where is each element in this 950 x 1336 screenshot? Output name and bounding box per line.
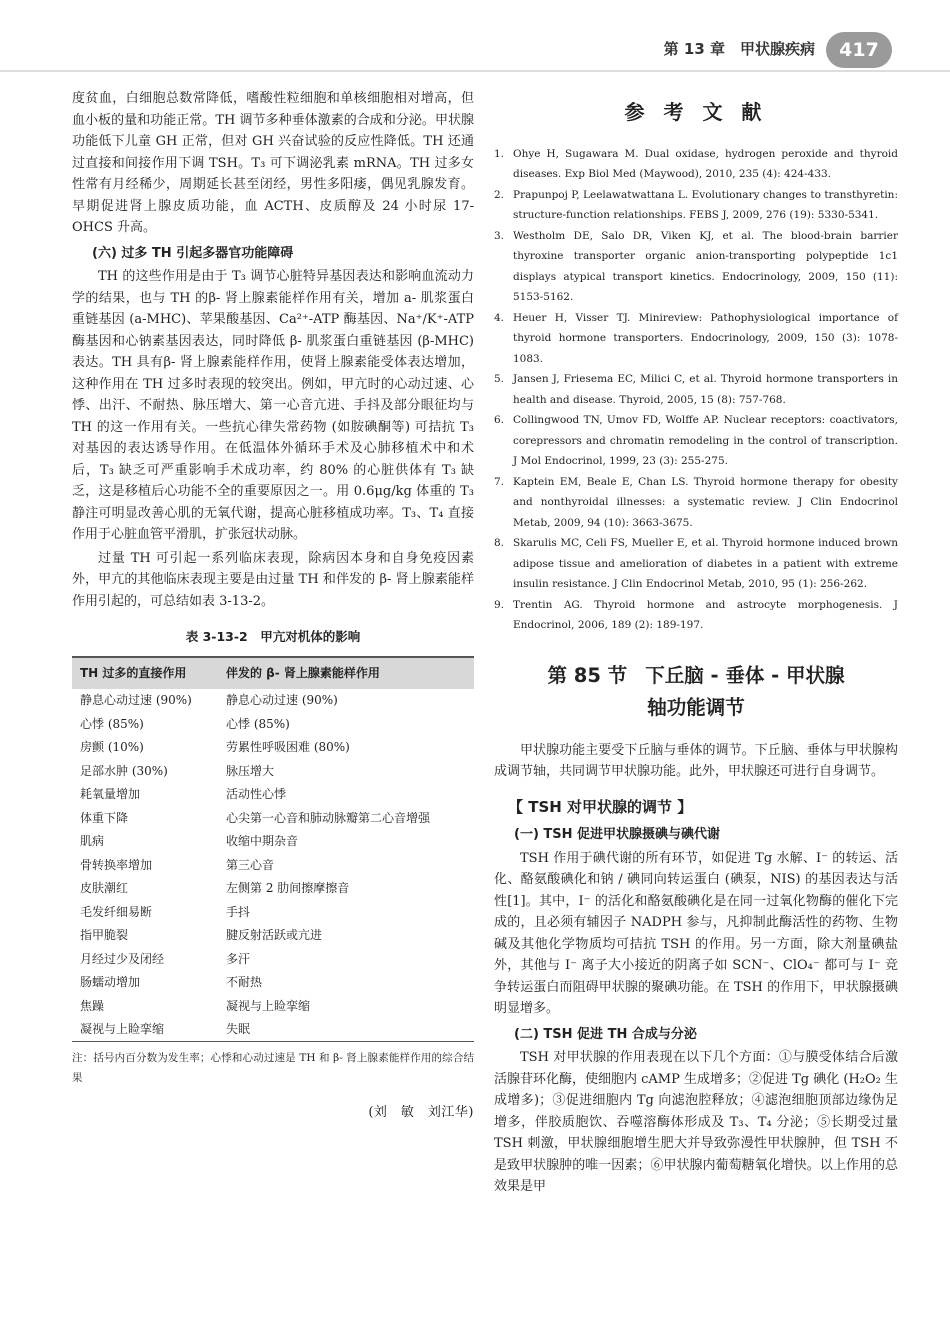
- table-cell: 脉压增大: [226, 763, 275, 778]
- table-cell: 肌病: [80, 834, 105, 848]
- table-cell: 指甲脆裂: [80, 928, 129, 942]
- reference-item: [494, 410, 898, 472]
- table-cell: 失眠: [218, 1018, 474, 1042]
- section-title-line1: [494, 660, 898, 692]
- section-title-line2: 轴功能调节: [647, 695, 745, 719]
- table-cell: 活动性心悸: [226, 787, 287, 801]
- right-column: [494, 92, 898, 1200]
- table-row: [72, 760, 474, 784]
- subheading-synthesis: (二) TSH 促进 TH 合成与分泌: [514, 1026, 697, 1042]
- reference-number: 9.: [494, 598, 505, 611]
- reference-number: 4.: [494, 311, 505, 324]
- reference-text: Heuer H, Visser TJ. Minireview: Pathophysiological importance of thyroid hormone transporters. Endocrinology, 2009, 150 (3): 1078-1083.: [513, 311, 898, 365]
- references-heading: 参 考 文 献: [624, 100, 768, 124]
- reference-text: Trentin AG. Thyroid hormone and astrocyte morphogenesis. J Endocrinol, 2006, 189 (2): 189-197.: [513, 598, 898, 631]
- reference-text: Skarulis MC, Celi FS, Mueller E, et al. Thyroid hormone induced brown adipose tissue and amelioration of diabetes in a patient with extreme insulin resistance. J Clin Endocrinol Metab, 2010, 95 (1): 256-262.: [513, 537, 898, 590]
- reference-text: Jansen J, Friesema EC, Milici C, et al. Thyroid hormone transporters in health and disease. Thyroid, 2005, 15 (8): 757-768.: [513, 373, 898, 406]
- table-caption: 表 3-13-2 甲亢对机体的影响: [185, 629, 361, 644]
- table-cell: 左侧第 2 肋间擦摩擦音: [226, 881, 350, 895]
- table-row: [72, 924, 474, 948]
- subheading-iodine: (一) TSH 促进甲状腺摄碘与碘代谢: [514, 827, 721, 842]
- table-row: [72, 971, 474, 995]
- table-cell: 心悸 (85%): [226, 716, 290, 731]
- reference-text: Collingwood TN, Umov FD, Wolffe AP. Nuclear receptors: coactivators, corepressors and chromatin remodeling in the control of transcription. J Mol Endocrinol, 1999, 23 (3): 255-275.: [513, 414, 898, 467]
- table-cell: 体重下降: [80, 810, 129, 825]
- table-cell: 肠蠕动增加: [80, 975, 141, 989]
- table-cell: 静息心动过速 (90%): [226, 693, 338, 707]
- table-cell: 毛发纤细易断: [80, 904, 153, 919]
- paragraph-synthesis: TSH 对甲状腺的作用表现在以下几个方面：①与膜受体结合后激活腺苷环化酶，使细胞内 cAMP 生成增多；②促进 Tg 碘化 (H₂O₂ 生成增多)；③促进细胞内 Tg 向滤泡腔释放；④滤泡细胞顶部边缘伪足增多，伴胶质胞饮、吞噬溶酶体形成及 T₃、T₄ 分泌；⑤长期受过量 TSH 刺激，甲状腺细胞增生肥大并导致弥漫性甲状腺肿，但 TSH 不是致甲状腺肿的唯一因素；⑥甲状腺内葡萄糖氧化增快。以上作用的总效果是甲: [494, 1050, 899, 1194]
- table-cell: 焦躁: [80, 998, 105, 1013]
- reference-number: 2.: [494, 188, 505, 201]
- reference-text: Kaptein EM, Beale E, Chan LS. Thyroid hormone therapy for obesity and nonthyroidal illnesses: a systematic review. J Clin Endocrinol Metab, 2009, 94 (10): 3663-3675.: [513, 475, 898, 529]
- reference-item: [494, 226, 898, 308]
- table-cell: 凝视与上睑挛缩: [72, 1018, 218, 1042]
- authors: (刘 敏 刘江华): [368, 1105, 474, 1120]
- section-heading: [494, 660, 898, 724]
- bracket-heading: 【 TSH 对甲状腺的调节 】: [508, 797, 693, 816]
- table-cell: 月经过少及闭经: [80, 951, 165, 966]
- reference-item: [494, 595, 898, 636]
- reference-number: 6.: [494, 414, 505, 426]
- section-intro: 甲状腺功能主要受下丘脑与垂体的调节。下丘脑、垂体与甲状腺构成调节轴，共同调节甲状腺功能。此外，甲状腺还可进行自身调节。: [494, 742, 898, 779]
- header-divider: [0, 70, 950, 72]
- paragraph-cardiac-effects: TH 的这些作用是由于 T₃ 调节心脏特异基因表达和影响血流动力学的结果，也与 TH 的β- 肾上腺素能样作用有关，增加 a- 肌浆蛋白重链基因 (a-MHC)、苹果酸基因、Ca²⁺-ATP 酶基因、Na⁺/K⁺-ATP 酶基因和心钠素基因表达，同时降低 β- 肌浆蛋白重链基因 (β-MHC) 表达。TH 具有β- 肾上腺素能样作用，使肾上腺素能受体表达增加，这种作用在 TH 过多时表现的较突出。例如，甲亢时的心动过速、心悸、出汗、不耐热、脉压增大、第一心音亢进、手抖及部分眼征均与 TH 的这一作用有关。一些抗心律失常药物 (如胺碘酮等) 可拮抗 T₃ 对基因的表达诱导作用。在低温体外循环手术及心肺移植术中和术后，T₃ 缺乏可严重影响手术成功率，约 80% 的心脏供体有 T₃ 缺乏，这是移植后心功能不全的重要原因之一。用 0.6μg/kg 体重的 T₃ 静注可明显改善心肌的无氧代谢，提高心脏移植成功率。T₃、T₄ 直接作用于心脏血管平滑肌，扩张冠状动脉。: [72, 269, 474, 542]
- table-note: 注：括号内百分数为发生率；心悸和心动过速是 TH 和 β- 肾上腺素能样作用的综合结果: [72, 1052, 474, 1084]
- section-title: 下丘脑 - 垂体 - 甲状腺: [645, 663, 845, 687]
- reference-number: 5.: [494, 373, 505, 385]
- table-cell: 腱反射活跃或亢进: [226, 928, 323, 942]
- subheading-organ-dysfunction: (六) 过多 TH 引起多器官功能障碍: [92, 245, 294, 261]
- column-header-direct: TH 过多的直接作用: [72, 657, 218, 690]
- reference-item: [494, 533, 898, 595]
- section-number: 第 85 节: [547, 663, 628, 687]
- left-column: [72, 88, 474, 1124]
- table-cell: 足部水肿 (30%): [80, 763, 168, 778]
- table-row: [72, 736, 474, 760]
- table-cell: 静息心动过速 (90%): [80, 693, 192, 707]
- table-cell: 心悸 (85%): [80, 716, 144, 731]
- reference-number: 1.: [494, 147, 505, 160]
- table-cell: 第三心音: [226, 857, 275, 872]
- table-row: [72, 713, 474, 737]
- table-row: [72, 783, 474, 807]
- reference-list: [494, 144, 898, 636]
- table-row: [72, 1018, 474, 1042]
- running-header-chapter: 第 13 章 甲状腺疾病: [663, 40, 815, 58]
- table-row: [72, 901, 474, 925]
- paragraph-clinical-manifestations: 过量 TH 可引起一系列临床表现，除病因本身和自身免疫因素外，甲亢的其他临床表现主要是由过量 TH 和伴发的 β- 肾上腺素能样作用引起的，可总结如表 3-13-2。: [72, 550, 474, 609]
- table-cell: 劳累性呼吸困难 (80%): [226, 740, 350, 754]
- table-header-row: [72, 657, 474, 690]
- table-row: [72, 807, 474, 831]
- table-cell: 耗氧量增加: [80, 787, 141, 801]
- table-cell: 不耐热: [226, 975, 263, 989]
- table-cell: 心尖第一心音和肺动脉瓣第二心音增强: [226, 810, 431, 825]
- table-cell: 收缩中期杂音: [226, 834, 299, 848]
- paragraph-continued: 度贫血，白细胞总数常降低，嗜酸性粒细胞和单核细胞相对增高，但血小板的量和功能正常。TH 调节多种垂体激素的合成和分泌。甲状腺功能低下儿童 GH 正常，但对 GH 兴奋试验的反应性降低。TH 还通过直接和间接作用下调 TSH。T₃ 可下调泌乳素 mRNA。TH 过多女性常有月经稀少，周期延长甚至闭经，男性多阳痿，偶见乳腺发育。早期促进肾上腺皮质功能，血 ACTH、皮质醇及 24 小时尿 17-OHCS 升高。: [72, 91, 474, 235]
- paragraph-iodine: TSH 作用于碘代谢的所有环节，如促进 Tg 水解、I⁻ 的转运、活化、酪氨酸碘化和钠 / 碘同向转运蛋白 (碘泵，NIS) 的基因表达与活性[1]。其中，I⁻ 的活化和酪氨酸碘化是在同一过氧化物酶的催化下完成的，且必须有辅因子 NADPH 参与，凡抑制此酶活性的药物、生物碱及其他化学物质均可拮抗 TSH 的作用。另一方面，除大剂量碘盐外，其他与 I⁻ 离子大小接近的阴离子如 SCN⁻、ClO₄⁻ 都可与 I⁻ 竞争转运蛋白而阻碍甲状腺的聚碘功能。在 TSH 的作用下，甲状腺摄碘明显增多。: [494, 850, 898, 1016]
- reference-item: [494, 144, 898, 185]
- reference-number: 3.: [494, 229, 505, 242]
- reference-text: Westholm DE, Salo DR, Viken KJ, et al. The blood-brain barrier thyroxine transporter organic anion-transporting polypeptide 1c1 displays atypical transport kinetics. Endocrinology, 2009, 150 (11): 5153-5162.: [513, 229, 898, 303]
- reference-item: [494, 308, 898, 370]
- reference-text: Ohye H, Sugawara M. Dual oxidase, hydrogen peroxide and thyroid diseases. Exp Biol Med (Maywood), 2010, 235 (4): 424-433.: [513, 147, 898, 180]
- table-cell: 多汗: [226, 951, 251, 966]
- table-row: [72, 830, 474, 854]
- table-cell: 皮肤潮红: [80, 881, 129, 895]
- reference-number: 8.: [494, 537, 505, 549]
- table-row: [72, 948, 474, 972]
- column-header-adrenergic: 伴发的 β- 肾上腺素能样作用: [218, 657, 474, 690]
- table-row: [72, 877, 474, 901]
- table-cell: 骨转换率增加: [80, 857, 153, 872]
- reference-item: [494, 185, 898, 226]
- table-cell: 房颤 (10%): [80, 740, 144, 754]
- reference-item: [494, 472, 898, 534]
- reference-item: [494, 369, 898, 410]
- table-row: [72, 854, 474, 878]
- hyperthyroid-effects-table: [72, 656, 474, 1043]
- table-row: [72, 995, 474, 1019]
- table-row: [72, 689, 474, 713]
- reference-text: Prapunpoj P, Leelawatwattana L. Evolutionary changes to transthyretin: structure-function relationships. FEBS J, 2009, 276 (19): 5330-5341.: [513, 188, 898, 221]
- table-cell: 手抖: [226, 904, 251, 919]
- table-cell: 凝视与上睑挛缩: [226, 998, 311, 1013]
- reference-number: 7.: [494, 475, 505, 488]
- page-number-badge: 417: [826, 32, 892, 68]
